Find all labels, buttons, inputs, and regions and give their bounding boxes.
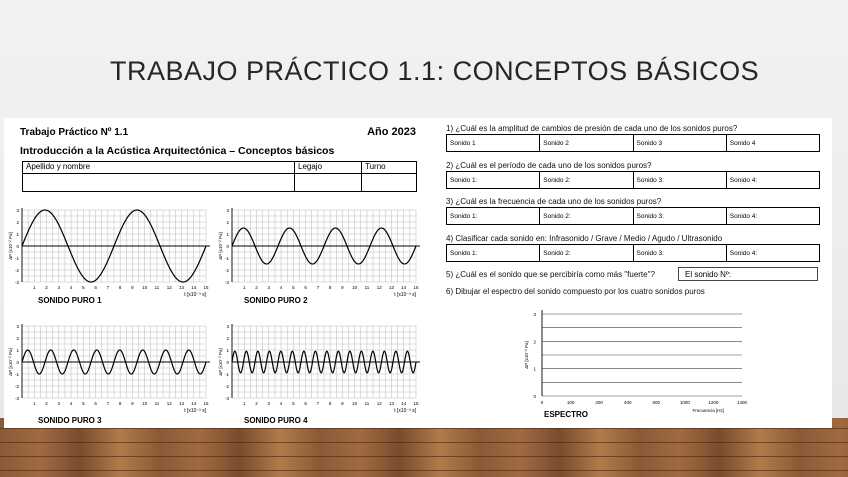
x-tick-label: 9 [131, 401, 134, 406]
y-tick-label: -3 [14, 396, 19, 401]
y-tick-label: -1 [224, 372, 229, 377]
spectrum-label: ESPECTRO [544, 410, 589, 419]
y-tick-label: 2 [226, 336, 229, 341]
y-tick-label: -1 [14, 372, 19, 377]
y-tick-label: 3 [226, 324, 229, 329]
x-tick-label: 13 [178, 285, 184, 290]
x-tick-label: 5 [292, 401, 295, 406]
x-tick-label: 7 [106, 401, 110, 406]
x-axis-label: t [x10⁻³ s] [394, 292, 416, 298]
x-tick-label: 14 [191, 285, 197, 290]
y-tick-label: -3 [224, 280, 229, 285]
answer-cell[interactable]: Sonido 4: [726, 208, 819, 225]
x-tick-label: 7 [106, 285, 110, 290]
x-tick-label: 4 [69, 285, 73, 290]
answer-cell[interactable]: Sonido 2: [540, 208, 633, 225]
x-tick-label: 1 [243, 285, 246, 290]
slide-title: TRABAJO PRÁCTICO 1.1: CONCEPTOS BÁSICOS [110, 56, 760, 86]
x-tick-label: 6 [94, 401, 97, 406]
x-tick-label: 400 [623, 400, 632, 405]
spectrum-plot [520, 300, 750, 418]
x-axis-label: Frecuencia [Hz] [692, 408, 724, 413]
x-tick-label: 12 [376, 285, 382, 290]
x-tick-label: 13 [388, 401, 394, 406]
x-tick-label: 200 [595, 400, 603, 405]
answer-cell[interactable]: Sonido 3: [633, 172, 726, 189]
x-tick-label: 2 [45, 285, 48, 290]
worksheet-left-page [4, 118, 424, 428]
y-tick-label: 2 [226, 220, 229, 225]
y-tick-label: 1 [16, 232, 19, 237]
x-tick-label: 11 [364, 285, 370, 290]
x-tick-label: 14 [401, 401, 407, 406]
answer-table-1 [446, 134, 820, 152]
y-tick-label: -1 [14, 256, 19, 261]
x-tick-label: 8 [118, 285, 122, 290]
x-tick-label: 15 [413, 401, 419, 406]
y-axis-label: ΔP [x10⁻² Pa] [218, 348, 223, 376]
y-axis-label: ΔP [x10⁻² Pa] [8, 232, 13, 260]
x-tick-label: 8 [118, 401, 122, 406]
x-tick-label: 10 [352, 285, 358, 290]
x-tick-label: 6 [304, 285, 307, 290]
x-tick-label: 14 [191, 401, 197, 406]
answer-cell[interactable]: Sonido 2: [540, 172, 633, 189]
x-tick-label: 6 [304, 401, 307, 406]
x-axis-label: t [x10⁻³ s] [184, 292, 206, 298]
x-tick-label: 5 [82, 285, 85, 290]
question-1: 1) ¿Cuál es la amplitud de cambios de presión de cada uno de los sonidos puros? [446, 124, 738, 133]
answer-cell[interactable]: Sonido 2 [540, 135, 633, 152]
x-tick-label: 7 [316, 401, 320, 406]
x-tick-label: 100 [566, 400, 575, 405]
y-tick-label: 2 [16, 336, 19, 341]
legajo-field[interactable] [295, 174, 362, 192]
x-tick-label: 10 [142, 285, 148, 290]
question-3: 3) ¿Cuál es la frecuencia de cada uno de los sonidos puros? [446, 197, 662, 206]
x-axis-label: t [x10⁻³ s] [184, 408, 206, 414]
y-tick-label: 0 [226, 244, 229, 249]
x-tick-label: 5 [292, 285, 295, 290]
answer-cell[interactable]: Sonido 1: [447, 208, 540, 225]
x-tick-label: 13 [178, 401, 184, 406]
y-tick-label: 2 [533, 339, 536, 345]
answer-cell[interactable]: Sonido 4: [726, 172, 819, 189]
x-tick-label: 12 [166, 401, 172, 406]
y-tick-label: 3 [226, 208, 229, 213]
x-tick-label: 3 [267, 401, 271, 406]
y-tick-label: 0 [16, 244, 19, 249]
y-tick-label: 0 [533, 394, 536, 399]
answer-cell[interactable]: Sonido 3: [633, 208, 726, 225]
x-tick-label: 2 [255, 285, 258, 290]
x-tick-label: 14 [401, 285, 407, 290]
answer-cell[interactable]: Sonido 4: [726, 245, 819, 262]
plot-label-3: SONIDO PURO 3 [38, 416, 102, 425]
y-tick-label: -2 [14, 268, 19, 273]
y-tick-label: -2 [224, 268, 229, 273]
x-tick-label: 7 [316, 285, 320, 290]
y-tick-label: 0 [16, 360, 19, 365]
x-tick-label: 13 [388, 285, 394, 290]
y-tick-label: 0 [226, 360, 229, 365]
name-header: Apellido y nombre [23, 162, 295, 174]
x-tick-label: 10 [142, 401, 148, 406]
plot-label-4: SONIDO PURO 4 [244, 416, 308, 425]
answer-table-2 [446, 171, 820, 189]
answer-cell[interactable]: Sonido 3: [633, 245, 726, 262]
answer-cell[interactable]: Sonido 4 [726, 135, 819, 152]
x-tick-label: 9 [131, 285, 134, 290]
student-info-table [22, 161, 417, 192]
worksheet-year: Año 2023 [367, 126, 416, 138]
x-tick-label: 4 [69, 401, 73, 406]
answer-cell[interactable]: Sonido 1: [447, 172, 540, 189]
x-tick-label: 3 [57, 401, 61, 406]
x-tick-label: 9 [341, 285, 344, 290]
x-tick-label: 11 [154, 401, 160, 406]
x-tick-label: 1 [33, 285, 36, 290]
x-tick-label: 8 [328, 285, 332, 290]
x-tick-label: 15 [203, 401, 209, 406]
y-tick-label: 1 [533, 366, 536, 372]
x-tick-label: 4 [279, 285, 283, 290]
x-tick-label: 12 [376, 401, 382, 406]
y-axis-label: ΔP [x10⁻² Pa] [218, 232, 223, 260]
x-tick-label: 5 [82, 401, 85, 406]
loudest-sound-field[interactable]: El sonido Nº: [678, 267, 818, 281]
x-tick-label: 1 [33, 401, 36, 406]
answer-cell[interactable]: Sonido 2: [540, 245, 633, 262]
answer-table-3 [446, 207, 820, 225]
x-tick-label: 15 [203, 285, 209, 290]
question-2: 2) ¿Cuál es el período de cada uno de los sonidos puros? [446, 161, 652, 170]
x-tick-label: 10 [352, 401, 358, 406]
x-tick-label: 4 [279, 401, 283, 406]
answer-table-4 [446, 244, 820, 262]
x-tick-label: 12 [166, 285, 172, 290]
y-axis-label: ΔP [x10⁻² Pa] [524, 341, 529, 369]
worksheet-right-page [424, 118, 832, 428]
y-axis-label: ΔP [x10⁻² Pa] [8, 348, 13, 376]
plot-label-2: SONIDO PURO 2 [244, 296, 308, 305]
question-5: 5) ¿Cuál es el sonido que se percibiría como más "fuerte"? [446, 270, 655, 279]
turno-header: Turno [362, 162, 417, 174]
plot-sonido-puro-1 [6, 202, 212, 298]
y-tick-label: 3 [16, 324, 19, 329]
x-tick-label: 1200 [708, 400, 719, 405]
x-tick-label: 9 [341, 401, 344, 406]
y-tick-label: 1 [226, 232, 229, 237]
plot-sonido-puro-2 [216, 202, 422, 298]
y-tick-label: -3 [14, 280, 19, 285]
x-tick-label: 11 [154, 285, 160, 290]
y-tick-label: -3 [224, 396, 229, 401]
y-tick-label: -1 [224, 256, 229, 261]
plot-sonido-puro-3 [6, 318, 212, 414]
x-tick-label: 600 [652, 400, 661, 405]
legajo-header: Legajo [295, 162, 362, 174]
answer-cell[interactable]: Sonido 1 [447, 135, 540, 152]
x-tick-label: 0 [540, 400, 544, 405]
question-4: 4) Clasificar cada sonido en: Infrasonido / Grave / Medio / Agudo / Ultrasonido [446, 234, 723, 243]
x-tick-label: 15 [413, 285, 419, 290]
x-tick-label: 2 [45, 401, 48, 406]
x-axis-label: t [x10⁻³ s] [394, 408, 416, 414]
x-tick-label: 1 [243, 401, 246, 406]
y-tick-label: 1 [226, 348, 229, 353]
worksheet-subtitle: Introducción a la Acústica Arquitectónica – Conceptos básicos [20, 145, 335, 157]
x-tick-label: 11 [364, 401, 370, 406]
y-tick-label: 3 [533, 312, 536, 317]
answer-cell[interactable]: Sonido 3 [633, 135, 726, 152]
x-tick-label: 3 [57, 285, 61, 290]
y-tick-label: -2 [14, 384, 19, 389]
plot-label-1: SONIDO PURO 1 [38, 296, 102, 305]
x-tick-label: 8 [328, 401, 332, 406]
name-field[interactable] [23, 174, 295, 192]
x-tick-label: 1400 [736, 400, 748, 405]
x-tick-label: 3 [267, 285, 271, 290]
y-tick-label: -2 [224, 384, 229, 389]
y-tick-label: 3 [16, 208, 19, 213]
x-tick-label: 2 [255, 401, 258, 406]
plot-sonido-puro-4 [216, 318, 422, 414]
y-tick-label: 1 [16, 348, 19, 353]
turno-field[interactable] [362, 174, 417, 192]
x-tick-label: 1000 [679, 400, 690, 405]
question-6: 6) Dibujar el espectro del sonido compuesto por los cuatro sonidos puros [446, 287, 705, 296]
y-tick-label: 2 [16, 220, 19, 225]
worksheet-title: Trabajo Práctico Nº 1.1 [20, 127, 129, 138]
answer-cell[interactable]: Sonido 1: [447, 245, 540, 262]
x-tick-label: 6 [94, 285, 97, 290]
